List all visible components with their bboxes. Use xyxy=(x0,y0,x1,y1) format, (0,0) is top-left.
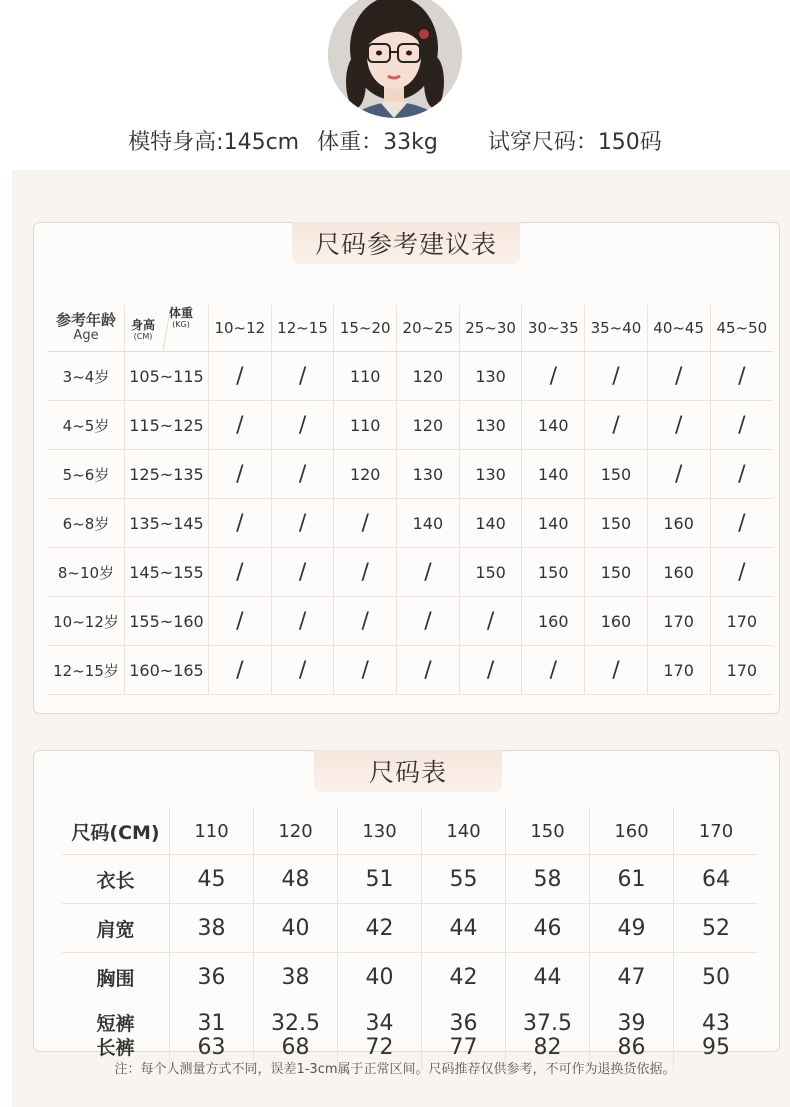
recommend-size-cell: / xyxy=(585,646,648,694)
header-height xyxy=(131,319,155,343)
recommend-size-cell: / xyxy=(397,597,460,645)
recommend-size-cell: / xyxy=(738,461,746,487)
size-value-cell: 42 xyxy=(338,904,422,952)
recommend-table-body xyxy=(48,352,773,695)
recommend-age: 12~15岁 xyxy=(48,646,125,694)
shorts-value: 31 xyxy=(197,1011,226,1036)
recommend-size-cell: 160 xyxy=(585,597,648,645)
size-row xyxy=(62,953,758,1001)
recommend-header-row xyxy=(48,305,773,352)
size-row-label: 胸围 xyxy=(62,953,170,1001)
recommend-size-cell: / xyxy=(460,646,523,694)
recommend-size-cell: 110 xyxy=(334,352,397,400)
recommend-size-cell: 150 xyxy=(460,548,523,596)
recommend-age: 8~10岁 xyxy=(48,548,125,596)
header-weight-range: 45~50 xyxy=(716,319,768,337)
recommend-size-cell: / xyxy=(397,548,460,596)
recommend-age: 5~6岁 xyxy=(48,450,125,498)
header-weight-range: 40~45 xyxy=(648,305,711,351)
size-row xyxy=(62,855,758,904)
recommend-height: 155~160 xyxy=(125,597,209,645)
recommend-size-cell: / xyxy=(522,646,585,694)
recommend-size-cell: 140 xyxy=(522,499,585,547)
header-weight xyxy=(169,307,193,331)
recommend-row xyxy=(48,450,773,499)
recommend-size-cell: / xyxy=(272,450,335,498)
shorts-value: 32.5 xyxy=(271,1011,320,1036)
header-age-label: 参考年龄 xyxy=(55,311,116,329)
size-value-cell: 40 xyxy=(338,953,422,1001)
recommend-height: 160~165 xyxy=(125,646,209,694)
recommend-size-cell: 140 xyxy=(460,499,523,547)
recommend-size-cell: / xyxy=(585,352,648,400)
recommend-size-cell: / xyxy=(334,499,397,547)
recommend-size-cell: / xyxy=(334,548,397,596)
pants-value: 77 xyxy=(449,1035,478,1060)
pants-value: 63 xyxy=(197,1035,226,1060)
size-title: 尺码表 xyxy=(314,750,502,792)
model-weight: 体重：33kg xyxy=(317,129,438,155)
size-header-cell: 120 xyxy=(254,808,338,854)
size-table xyxy=(62,808,758,1071)
size-row xyxy=(62,904,758,953)
recommend-size-cell: 150 xyxy=(585,548,648,596)
recommend-size-cell: 130 xyxy=(397,450,460,498)
size-value-cell: 48 xyxy=(254,855,338,903)
recommend-title: 尺码参考建议表 xyxy=(292,222,520,264)
recommend-size-cell: 150 xyxy=(585,450,648,498)
pants-value: 82 xyxy=(533,1035,562,1060)
recommend-size-cell: / xyxy=(738,559,746,585)
header-weight-range: 12~15 xyxy=(272,305,335,351)
header-weight-range: 25~30 xyxy=(460,305,523,351)
shorts-value: 36 xyxy=(449,1011,478,1036)
recommend-size-cell: 140 xyxy=(397,499,460,547)
recommend-size-cell: / xyxy=(209,401,272,449)
recommend-size-cell: 150 xyxy=(585,499,648,547)
recommend-height: 145~155 xyxy=(125,548,209,596)
size-table-body xyxy=(62,855,758,1001)
size-header-cell: 160 xyxy=(590,808,674,854)
size-value-cell: 44 xyxy=(422,904,506,952)
size-header-cell: 170 xyxy=(698,820,734,842)
header-weight-range: 30~35 xyxy=(522,305,585,351)
recommend-size-cell: / xyxy=(738,510,746,536)
pants-label: 长裤 xyxy=(96,1037,135,1059)
size-value-cell: 45 xyxy=(170,855,254,903)
recommend-size-cell: 170 xyxy=(648,597,711,645)
recommend-size-cell: 170 xyxy=(726,660,758,680)
recommend-table xyxy=(48,305,773,695)
size-value-cell: 51 xyxy=(338,855,422,903)
recommend-size-cell: / xyxy=(648,450,711,498)
recommend-height: 135~145 xyxy=(125,499,209,547)
recommend-row xyxy=(48,499,773,548)
size-header-cell: 140 xyxy=(422,808,506,854)
recommend-size-cell: / xyxy=(648,352,711,400)
recommend-size-cell: / xyxy=(209,352,272,400)
recommend-row xyxy=(48,401,773,450)
recommend-size-cell: 130 xyxy=(460,352,523,400)
recommend-size-cell: / xyxy=(585,401,648,449)
recommend-size-cell: / xyxy=(738,412,746,438)
size-value-cell: 42 xyxy=(422,953,506,1001)
header-height-unit: (CM) xyxy=(133,332,153,341)
size-header-cell: 110 xyxy=(170,808,254,854)
model-info xyxy=(0,122,790,158)
header-weight-range: 15~20 xyxy=(334,305,397,351)
size-value-cell: 55 xyxy=(422,855,506,903)
recommend-size-cell: 170 xyxy=(648,646,711,694)
recommend-row xyxy=(48,646,773,695)
recommend-size-cell: / xyxy=(648,401,711,449)
recommend-row xyxy=(48,548,773,597)
size-header-cell: 130 xyxy=(338,808,422,854)
recommend-size-cell: 160 xyxy=(648,548,711,596)
size-row-label: 衣长 xyxy=(62,855,170,903)
model-try-size: 试穿尺码：150码 xyxy=(487,129,662,155)
size-value-cell: 61 xyxy=(590,855,674,903)
shorts-value: 43 xyxy=(702,1011,730,1036)
size-header-cell: 150 xyxy=(506,808,590,854)
recommend-size-cell: 160 xyxy=(522,597,585,645)
header-weight-range: 35~40 xyxy=(585,305,648,351)
recommend-size-cell: / xyxy=(272,597,335,645)
size-value-cell: 38 xyxy=(170,904,254,952)
recommend-size-cell: 120 xyxy=(334,450,397,498)
recommend-size-cell: / xyxy=(272,548,335,596)
model-height: 模特身高:145cm xyxy=(128,129,300,155)
recommend-size-cell: / xyxy=(460,597,523,645)
recommend-size-cell: / xyxy=(209,450,272,498)
shorts-value: 39 xyxy=(617,1011,646,1036)
size-value-cell: 38 xyxy=(254,953,338,1001)
recommend-height: 125~135 xyxy=(125,450,209,498)
model-photo-icon xyxy=(328,0,462,118)
recommend-size-cell: / xyxy=(272,401,335,449)
size-value-cell: 36 xyxy=(170,953,254,1001)
shorts-value: 34 xyxy=(365,1011,394,1036)
recommend-size-cell: 140 xyxy=(522,450,585,498)
header-weight-range: 20~25 xyxy=(397,305,460,351)
header-weight-label: 体重 xyxy=(169,306,194,320)
recommend-size-cell: / xyxy=(334,597,397,645)
recommend-size-cell: 170 xyxy=(726,611,758,631)
recommend-age: 6~8岁 xyxy=(48,499,125,547)
shorts-value: 37.5 xyxy=(523,1011,572,1036)
size-value-cell: 40 xyxy=(254,904,338,952)
pants-value: 72 xyxy=(365,1035,394,1060)
size-value-cell: 49 xyxy=(590,904,674,952)
size-value-cell: 46 xyxy=(506,904,590,952)
pants-value: 86 xyxy=(617,1035,646,1060)
recommend-size-cell: / xyxy=(397,646,460,694)
recommend-size-cell: / xyxy=(738,363,746,389)
recommend-size-cell: 110 xyxy=(334,401,397,449)
header-age xyxy=(48,305,125,351)
recommend-size-cell: 130 xyxy=(460,401,523,449)
recommend-size-cell: 130 xyxy=(460,450,523,498)
recommend-age: 3~4岁 xyxy=(48,352,125,400)
recommend-row xyxy=(48,597,773,646)
size-value-cell: 52 xyxy=(702,915,730,941)
header-height-weight xyxy=(125,305,209,351)
recommend-size-cell: / xyxy=(209,597,272,645)
size-value-cell: 64 xyxy=(702,866,730,892)
recommend-size-cell: / xyxy=(209,548,272,596)
pants-value: 68 xyxy=(281,1035,310,1060)
recommend-size-cell: / xyxy=(272,499,335,547)
recommend-age: 4~5岁 xyxy=(48,401,125,449)
recommend-size-cell: / xyxy=(209,499,272,547)
size-value-cell: 50 xyxy=(702,964,730,990)
recommend-size-cell: 140 xyxy=(522,401,585,449)
recommend-size-cell: 160 xyxy=(648,499,711,547)
header-height-label: 身高 xyxy=(131,318,156,332)
header-weight-unit: (KG) xyxy=(172,320,190,329)
recommend-size-cell: 120 xyxy=(397,352,460,400)
recommend-size-cell: 120 xyxy=(397,401,460,449)
disclaimer-note: 注：每个人测量方式不同，误差1-3cm属于正常区间。尺码推荐仅供参考，不可作为退换货依据。 xyxy=(114,1062,676,1077)
shorts-label: 短裤 xyxy=(96,1013,135,1035)
recommend-size-cell: / xyxy=(272,352,335,400)
recommend-age: 10~12岁 xyxy=(48,597,125,645)
size-header-label: 尺码(CM) xyxy=(62,808,170,854)
size-value-cell: 58 xyxy=(506,855,590,903)
model-avatar xyxy=(328,0,462,118)
pants-value: 95 xyxy=(702,1035,730,1060)
size-value-cell: 47 xyxy=(590,953,674,1001)
recommend-size-cell: / xyxy=(209,646,272,694)
size-header-row xyxy=(62,808,758,855)
size-row-label: 肩宽 xyxy=(62,904,170,952)
recommend-size-cell: / xyxy=(334,646,397,694)
recommend-size-cell: / xyxy=(522,352,585,400)
recommend-height: 115~125 xyxy=(125,401,209,449)
recommend-row xyxy=(48,352,773,401)
recommend-size-cell: 150 xyxy=(522,548,585,596)
header-weight-range: 10~12 xyxy=(209,305,272,351)
header-age-en: Age xyxy=(73,328,99,343)
recommend-size-cell: / xyxy=(272,646,335,694)
size-value-cell: 44 xyxy=(506,953,590,1001)
recommend-height: 105~115 xyxy=(125,352,209,400)
